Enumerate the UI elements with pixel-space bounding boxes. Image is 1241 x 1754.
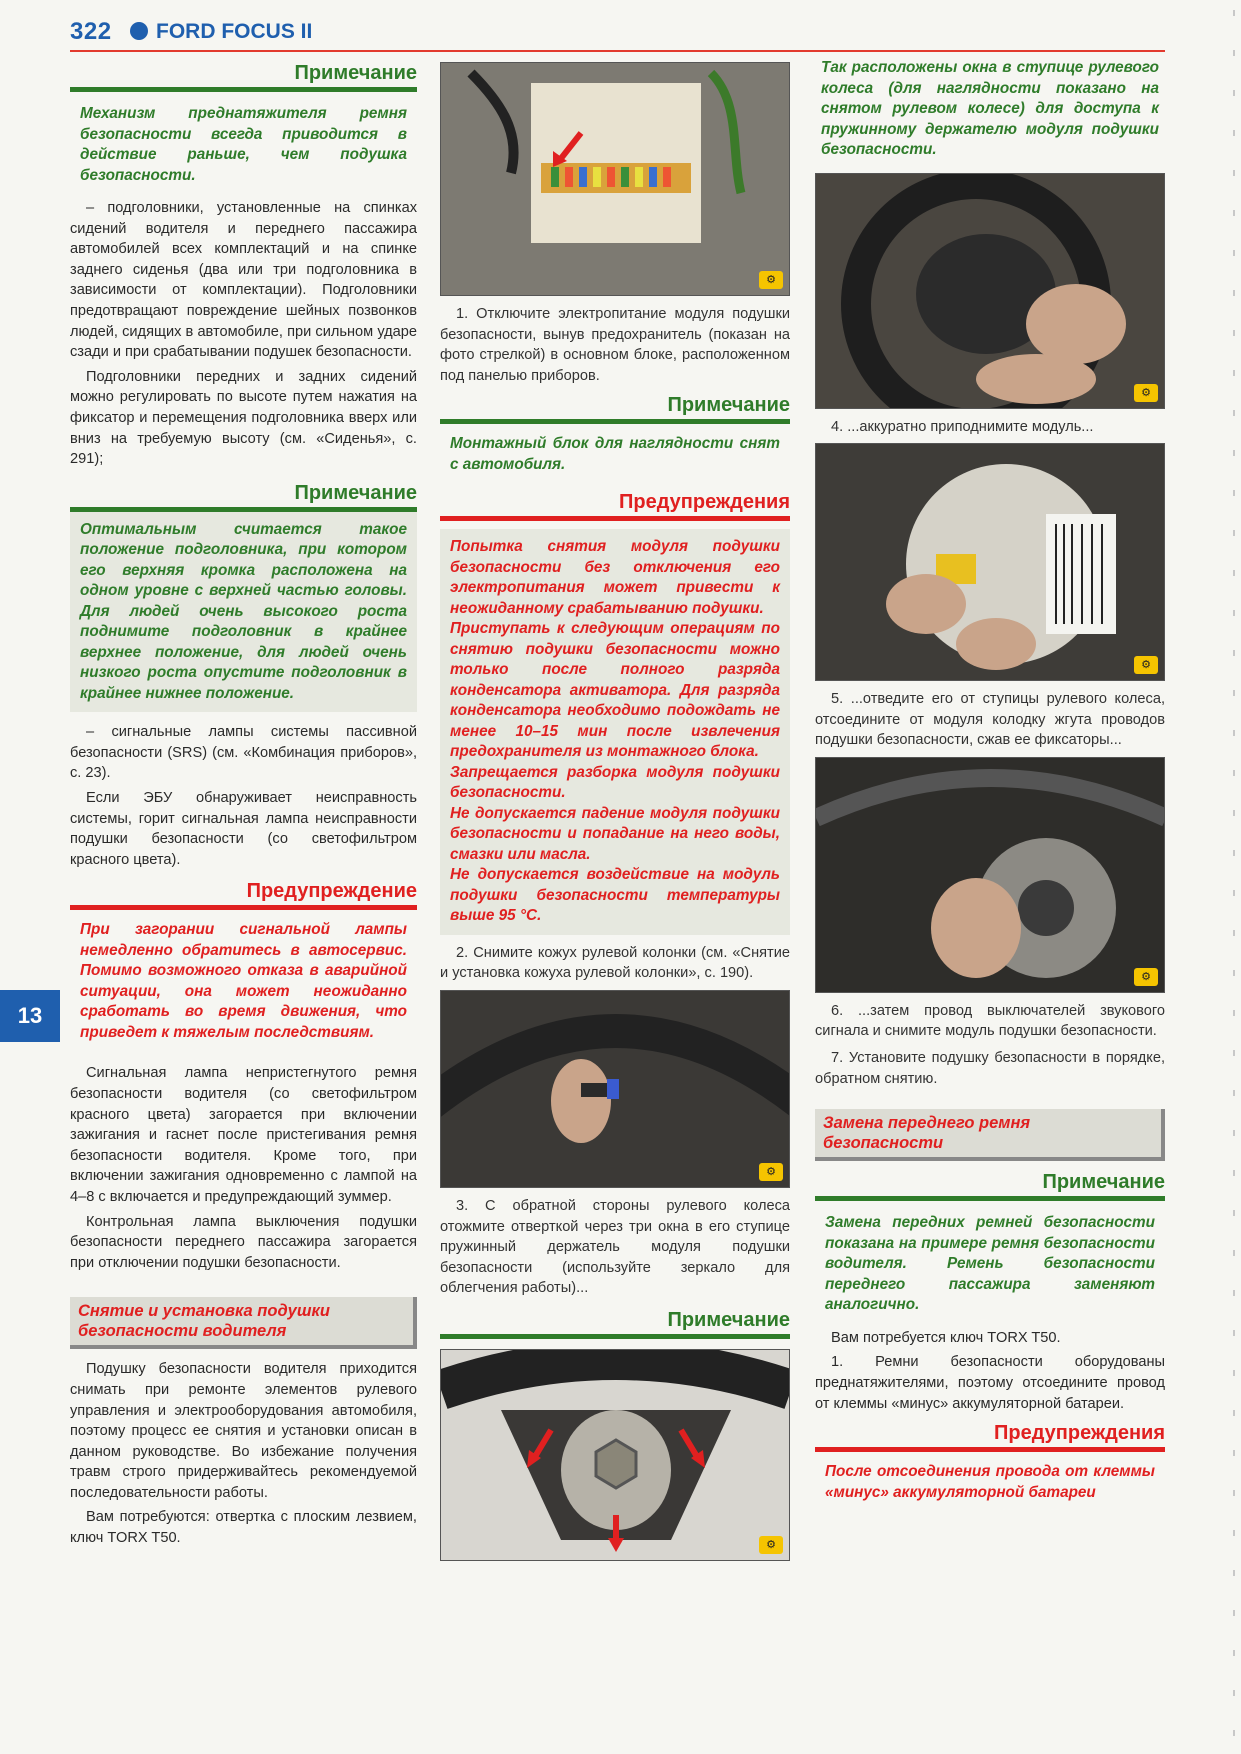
horn-wire-image: [816, 758, 1165, 992]
note-heading: Примечание: [815, 1171, 1165, 1201]
body-paragraph: Если ЭБУ обнаруживает неисправность системы, горит сигнальная лампа неисправности подушки безопасности (со светофильтром красного цвета).: [70, 790, 417, 868]
step-caption: 1. Отключите электропитание модуля подушки безопасности, вынув предохранитель (показан на фото стрелкой) в основном блоке, расположенном под панелью приборов.: [440, 306, 790, 384]
body-paragraph: Контрольная лампа выключения подушки безопасности переднего пассажира загорается при отключении подушки безопасности.: [70, 1213, 417, 1271]
note-text: Так расположены окна в ступице рулевого колеса (для наглядности показано на снятом рулевом колесе) для доступа к пружинному держателю модуля подушки безопасности.: [821, 59, 1159, 158]
car-wrench-icon: ⚙: [759, 1163, 783, 1181]
header-bullet-icon: [130, 22, 148, 40]
step-caption: 4. ...аккуратно приподнимите модуль...: [831, 418, 1094, 435]
header-rule: [70, 50, 1165, 52]
warning-text: Попытка снятия модуля подушки безопасности без отключения его электропитания может привести к неожиданному срабатыванию подушки.: [450, 538, 780, 617]
note-heading: Примечание: [440, 394, 790, 424]
warning-text: Не допускается воздействие на модуль подушки безопасности температуры выше 95 °С.: [450, 866, 780, 925]
photo-horn-wire: [815, 757, 1165, 993]
step-caption: 5. ...отведите его от ступицы рулевого колеса, отсоедините от модуля колодку жгута проводов подушки безопасности, сжав ее фиксаторы...: [815, 691, 1165, 749]
page-edge-marks: [1233, 10, 1235, 1740]
car-wrench-icon: ⚙: [1134, 384, 1158, 402]
warning-heading: Предупреждения: [440, 491, 790, 521]
warning-text: Приступать к следующим операциям по снятию подушки безопасности можно только после полного разряда конденсатора активатора. Для разряда конденсатора необходимо подождать не менее 10–15 мин после извлечения предохранителя из монтажного блока.: [450, 620, 780, 761]
note-text: Оптимальным считается такое положение подголовника, при котором его верхняя кромка расположена на одном уровне с верхней частью головы. Для людей очень высокого роста поднимите подголовник в крайнее верхнее положение, для людей очень низкого роста опустите подголовник в крайнее нижнее положение.: [70, 512, 417, 713]
warning-heading: Предупреждение: [70, 880, 417, 910]
fuse-box-image: [441, 63, 790, 295]
photo-steering-hub: [440, 1349, 790, 1561]
warning-text: При загорании сигнальной лампы немедленно обратитесь в автосервис. Помимо возможного отказа в аварийной ситуации, она может неожиданно сработать во время движения, что приведет к тяжелым последствиям.: [80, 921, 407, 1041]
warning-text: После отсоединения провода от клеммы «минус» аккумуляторной батареи: [825, 1463, 1155, 1501]
warning-heading: Предупреждения: [815, 1422, 1165, 1452]
warning-text: Не допускается падение модуля подушки безопасности и попадание на него воды, смазки или масла.: [450, 804, 780, 863]
connector-image: [816, 444, 1165, 680]
body-paragraph: Вам потребуется ключ TORX T50.: [831, 1329, 1061, 1346]
chapter-tab: 13: [0, 990, 60, 1042]
note-heading: Примечание: [70, 482, 417, 512]
body-paragraph: – подголовники, установленные на спинках сидений водителя и переднего пассажира автомобилей всех комплектаций и на спинке заднего сиденья (два или три подголовника в зависимости от комплектации). Подголовники предотвращают повреждение шейных позвонков людей, сидящих в автомобиле, при сильном ударе сзади и при срабатывании подушек безопасности.: [70, 200, 417, 361]
photo-lift-module: [815, 173, 1165, 409]
lift-module-image: [816, 174, 1165, 408]
note-text: Замена передних ремней безопасности показана на примере ремня безопасности водителя. Ремень безопасности переднего пассажира заменяют аналогично.: [825, 1214, 1155, 1314]
body-paragraph: – сигнальные лампы системы пассивной безопасности (SRS) (см. «Комбинация приборов», с. 23).: [70, 724, 417, 782]
step-caption: 3. С обратной стороны рулевого колеса отожмите отверткой через три окна в его ступице пружинный держатель модуля подушки безопасности (используйте зеркало для облегчения работы)...: [440, 1198, 790, 1297]
page-number: 322: [70, 18, 112, 45]
running-title: FORD FOCUS II: [156, 20, 313, 43]
photo-connector: [815, 443, 1165, 681]
car-wrench-icon: ⚙: [759, 271, 783, 289]
body-paragraph: Подушку безопасности водителя приходится снимать при ремонте элементов рулевого управления и электрооборудования автомобиля, поэтому процесс ее снятия и установки описан в данном руководстве. Во избежание получения травм строго придерживайтесь рекомендуемой последовательности работы.: [70, 1361, 417, 1501]
body-paragraph: 1. Ремни безопасности оборудованы преднатяжителями, поэтому отсоедините провод от клеммы «минус» аккумуляторной батареи.: [815, 1354, 1165, 1412]
warning-text: Запрещается разборка модуля подушки безопасности.: [450, 763, 780, 802]
photo-steering-column: [440, 990, 790, 1188]
steering-hub-image: [441, 1350, 790, 1560]
step-caption: 2. Снимите кожух рулевой колонки (см. «Снятие и установка кожуха рулевой колонки», с. 190).: [440, 944, 790, 982]
note-text: Механизм преднатяжителя ремня безопасности всегда приводится в действие раньше, чем подушка безопасности.: [80, 105, 407, 184]
section-heading: Замена переднего ремня безопасности: [815, 1109, 1165, 1161]
car-wrench-icon: ⚙: [759, 1536, 783, 1554]
column-middle: [440, 62, 790, 1569]
warning-box: [440, 529, 790, 935]
section-heading: Снятие и установка подушки безопасности водителя: [70, 1297, 417, 1349]
car-wrench-icon: ⚙: [1134, 968, 1158, 986]
note-heading: Примечание: [440, 1309, 790, 1339]
photo-fuse-box: [440, 62, 790, 296]
step-caption: 6. ...затем провод выключателей звукового сигнала и снимите модуль подушки безопасности.: [815, 1002, 1165, 1040]
body-paragraph: Вам потребуются: отвертка с плоским лезвием, ключ TORX T50.: [70, 1509, 417, 1547]
note-heading: Примечание: [70, 62, 417, 92]
note-text: Монтажный блок для наглядности снят с автомобиля.: [450, 435, 780, 473]
step-caption: 7. Установите подушку безопасности в порядке, обратном снятию.: [815, 1050, 1165, 1087]
column-right: [815, 59, 1165, 1513]
steering-column-image: [441, 991, 790, 1187]
column-left: [70, 62, 417, 1553]
car-wrench-icon: ⚙: [1134, 656, 1158, 674]
body-paragraph: Подголовники передних и задних сидений можно регулировать по высоте путем нажатия на фиксатор и перемещения подголовника вверх или вниз на требуемую высоту (см. «Сиденья», с. 291);: [70, 368, 417, 468]
body-paragraph: Сигнальная лампа непристегнутого ремня безопасности водителя (со светофильтром красного цвета) загорается при включении зажигания и гаснет после пристегивания ремня безопасности водителя. Кроме того, при включении зажигания одновременно с лампой на 4–8 с включается и предупреждающий зуммер.: [70, 1065, 417, 1205]
